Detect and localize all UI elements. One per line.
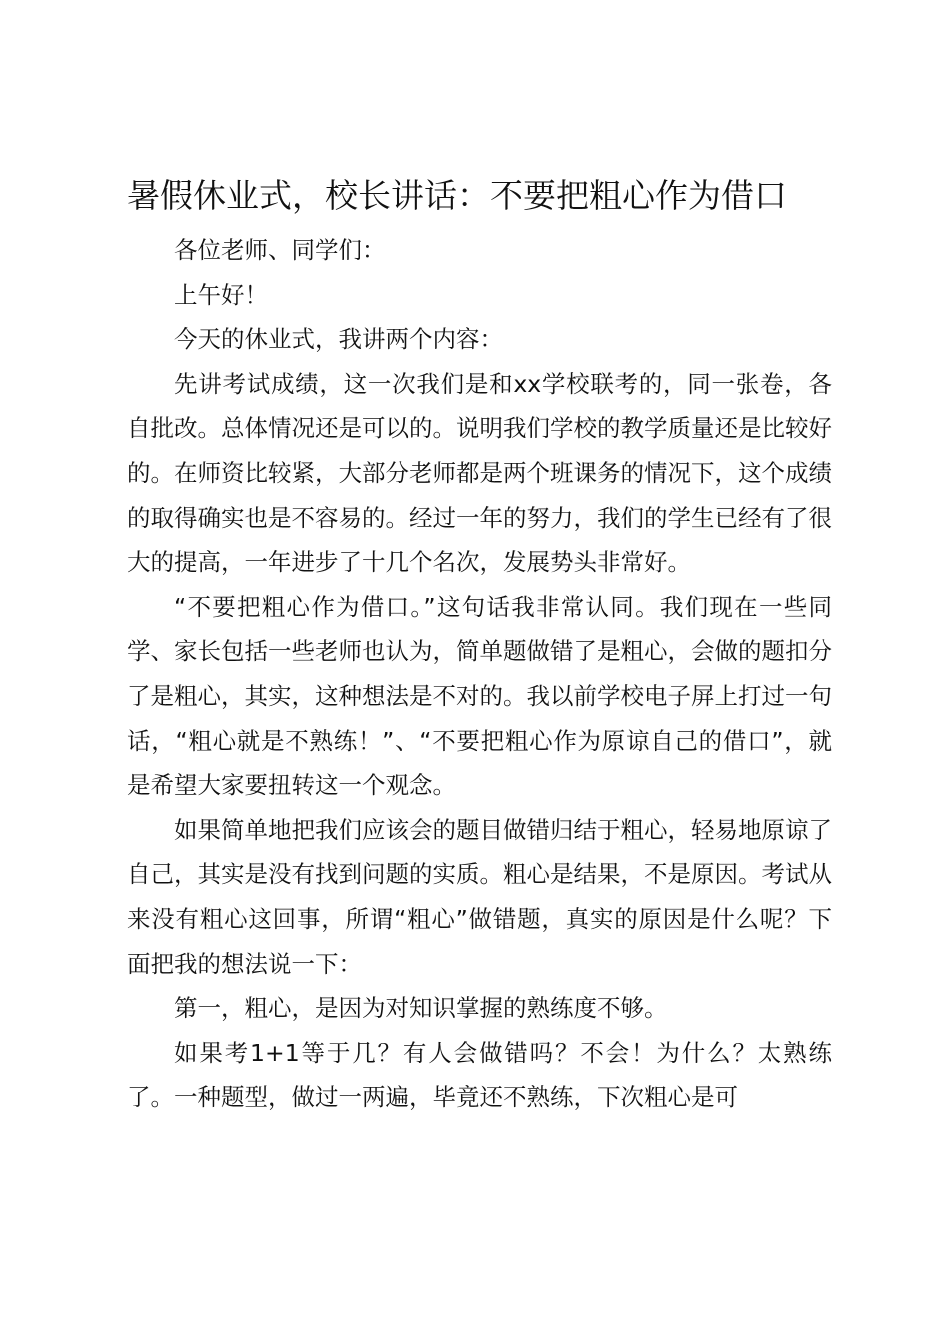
paragraph-example: 如果考1+1等于几？有人会做错吗？不会！为什么？太熟练了。一种题型，做过一两遍，毕竟还不熟练，下次粗心是可 <box>127 1038 832 1112</box>
paragraph-carelessness-cause: 如果简单地把我们应该会的题目做错归结于粗心，轻易地原谅了自己，其实是没有找到问题的实质。粗心是结果，不是原因。考试从来没有粗心这回事，所谓“粗心”做错题，真实的原因是什么呢？下面把我的想法说一下： <box>127 815 832 978</box>
paragraph-salutation: 各位老师、同学们： <box>174 236 386 264</box>
document-body <box>127 172 832 1120</box>
paragraph-excuse-quote: “不要把粗心作为借口。”这句话我非常认同。我们现在一些同学、家长包括一些老师也认为，简单题做错了是粗心，会做的题扣分了是粗心，其实，这种想法是不对的。我以前学校电子屏上打过一句话，“粗心就是不熟练！”、“不要把粗心作为原谅自己的借口”，就是希望大家要扭转这一个观念。 <box>127 592 832 800</box>
document-title: 暑假休业式，校长讲话：不要把粗心作为借口 <box>127 176 787 215</box>
paragraph-greeting: 上午好！ <box>174 280 268 309</box>
paragraph-point-one: 第一，粗心，是因为对知识掌握的熟练度不够。 <box>174 994 668 1023</box>
paragraph-exam-results: 先讲考试成绩，这一次我们是和xx学校联考的，同一张卷，各自批改。总体情况还是可以的。说明我们学校的教学质量还是比较好的。在师资比较紧，大部分老师都是两个班课务的情况下，这个成绩的取得确实也是不容易的。经过一年的努力，我们的学生已经有了很大的提高，一年进步了十几个名次，发展势头非常好。 <box>127 369 832 577</box>
paragraph-intro: 今天的休业式，我讲两个内容： <box>174 325 503 354</box>
